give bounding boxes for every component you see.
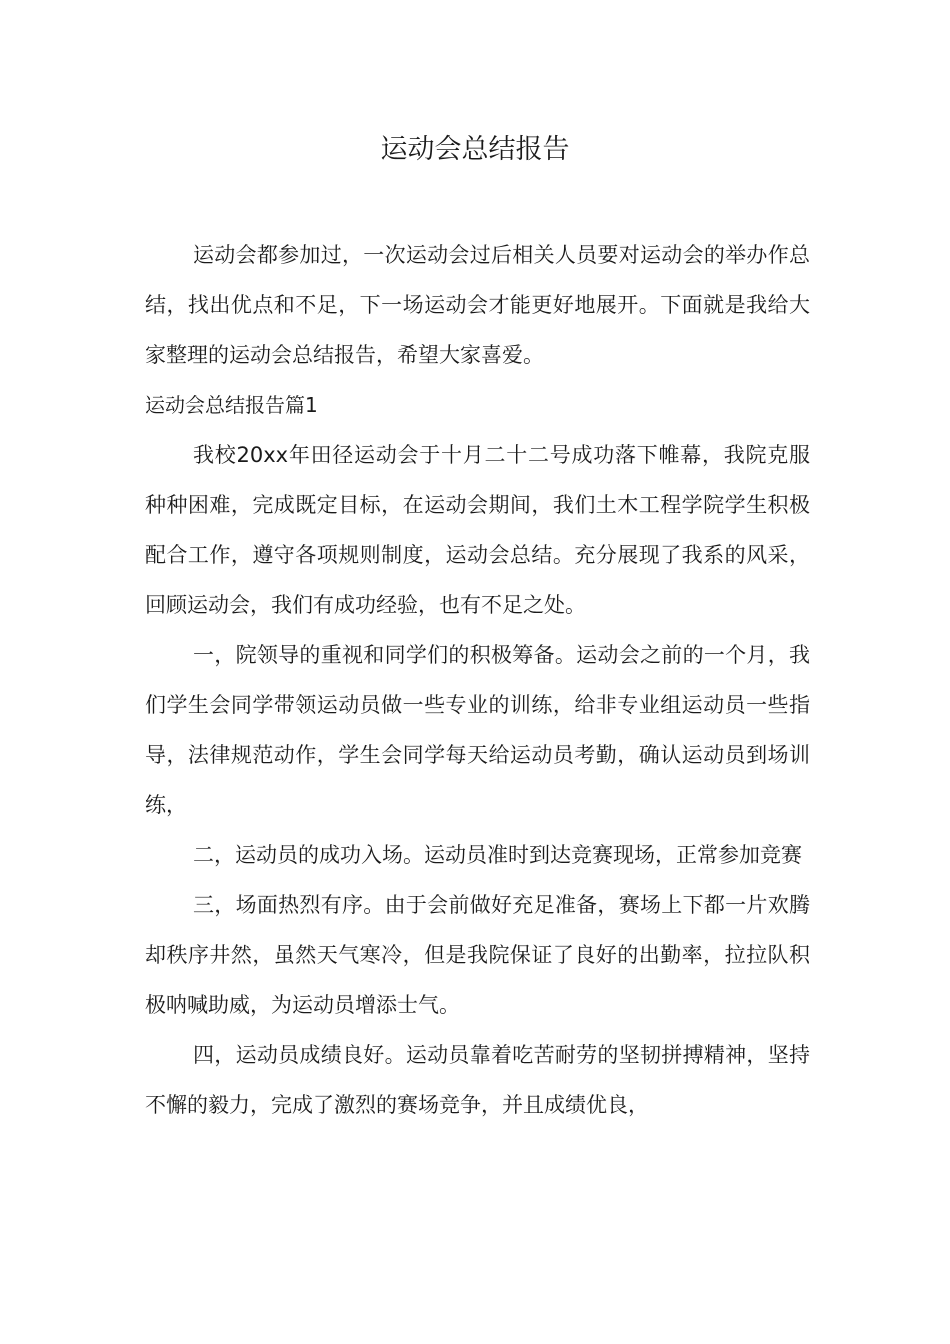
body-paragraph: 二，运动员的成功入场。运动员准时到达竞赛现场，正常参加竞赛 (193, 843, 802, 867)
section-heading: 运动会总结报告篇1 (145, 393, 318, 417)
body-paragraph: 一，院领导的重视和同学们的积极筹备。运动会之前的一个月，我们学生会同学带领运动员做一些专业的训练，给非专业组运动员一些指导，法律规范动作，学生会同学每天给运动员考勤，确认运动员到场训练， (145, 643, 810, 817)
body-paragraph: 我校20xx年田径运动会于十月二十二号成功落下帷幕，我院克服种种困难，完成既定目标，在运动会期间，我们土木工程学院学生积极配合工作，遵守各项规则制度，运动会总结。充分展现了我系的风采，回顾运动会，我们有成功经验，也有不足之处。 (145, 443, 810, 617)
intro-paragraph: 运动会都参加过，一次运动会过后相关人员要对运动会的举办作总结，找出优点和不足，下一场运动会才能更好地展开。下面就是我给大家整理的运动会总结报告，希望大家喜爱。 (145, 243, 810, 367)
body-paragraph: 四，运动员成绩良好。运动员靠着吃苦耐劳的坚韧拼搏精神，坚持不懈的毅力，完成了激烈的赛场竞争，并且成绩优良， (145, 1043, 810, 1117)
document-title: 运动会总结报告 (380, 134, 570, 165)
document-body (145, 230, 810, 1130)
body-paragraph: 三，场面热烈有序。由于会前做好充足准备，赛场上下都一片欢腾却秩序井然，虽然天气寒冷，但是我院保证了良好的出勤率，拉拉队积极呐喊助威，为运动员增添士气。 (145, 893, 810, 1017)
